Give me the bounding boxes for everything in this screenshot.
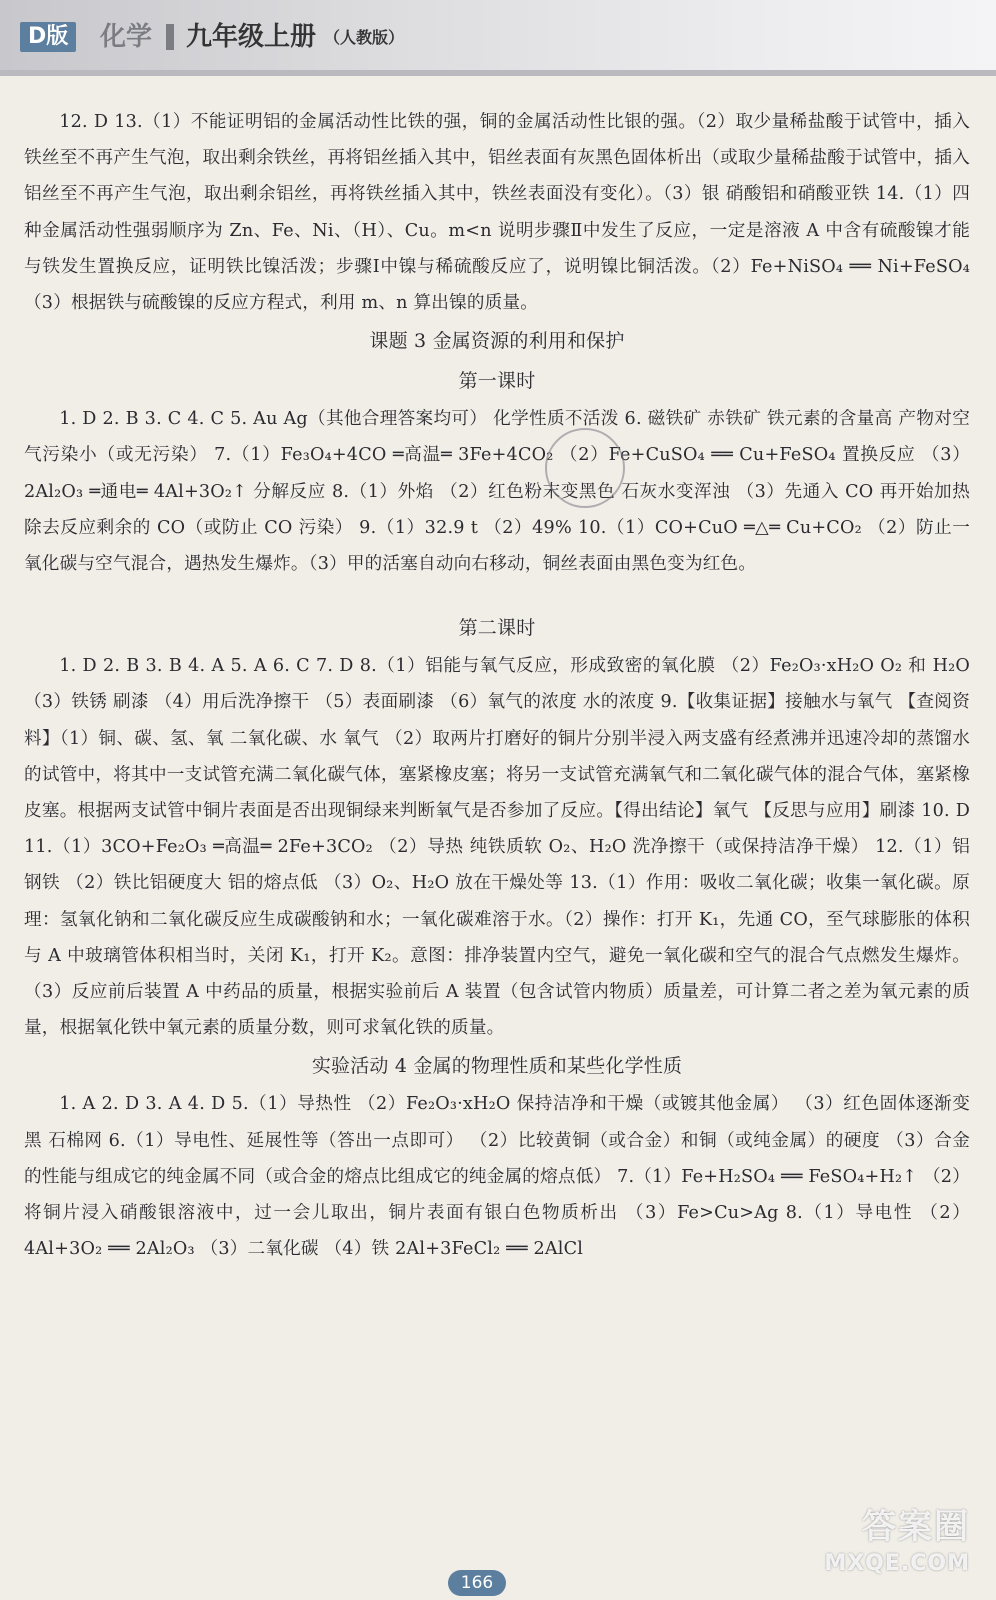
activity-title: 实验活动 4 金属的物理性质和某些化学性质 xyxy=(311,1055,683,1078)
answer-paragraph: 1. D 2. B 3. B 4. A 5. A 6. C 7. D 8.（1）铝能与氧气反应，形成致密的氧化膜 （2）Fe₂O₃·xH₂O O₂ 和 H₂O （3）铁锈 刷漆 （4）用后洗净擦干 （5）表面刷漆 （6）氧气的浓度 水的浓度 9.【收集证据】接触水与氧气 【查阅资料】（1）铜、碳、氢、氧 二氧化碳、水 氧气 （2）取两片打磨好的铜片分别半浸入两支盛有经煮沸并迅速冷却的蒸馏水的试管中，将其中一支试管充满二氧化碳气体，塞紧橡皮塞；将另一支试管充满氧气和二氧化碳气体的混合气体，塞紧橡皮塞。根据两支试管中铜片表面是否出现铜绿来判断氧气是否参加了反应。【得出结论】氧气 【反思与应用】刷漆 10. D 11.（1）3CO+Fe₂O₃ ═高温═ 2Fe+3CO₂ （2）导热 纯铁质软 O₂、H₂O 洗净擦干（或保持洁净干燥） 12.（1）铝 钢铁 （2）铁比铝硬度大 铝的熔点低 （3）O₂、H₂O 放在干燥处等 13.（1）作用：吸收二氧化碳；收集一氧化碳。原理：氢氧化钠和二氧化碳反应生成碳酸钠和水；一氧化碳难溶于水。（2）操作：打开 K₁，先通 CO，至气球膨胀的体积与 A 中玻璃管体积相当时，关闭 K₁，打开 K₂。意图：排净装置内空气，避免一氧化碳和空气的混合气点燃发生爆炸。（3）反应前后装置 A 中药品的质量，根据实验前后 A 装置（包含试管内物质）质量差，可计算二者之差为氧元素的质量，根据氧化铁中氧元素的质量分数，则可求氧化铁的质量。 xyxy=(24,656,970,1039)
period-title: 第一课时 xyxy=(458,370,536,393)
site-logo-name: 答案圈 xyxy=(862,1507,970,1547)
answer-paragraph: 12. D 13.（1）不能证明铝的金属活动性比铁的强，铜的金属活动性比银的强。（2）取少量稀盐酸于试管中，插入铁丝至不再产生气泡，取出剩余铁丝，再将铝丝插入其中，铝丝表面有灰黑色固体析出（或取少量稀盐酸于试管中，插入铝丝至不再产生气泡，取出剩余铝丝，再将铁丝插入其中，铁丝表面没有变化）。（3）银 硝酸铝和硝酸亚铁 14.（1）四种金属活动性强弱顺序为 Zn、Fe、Ni、（H）、Cu。m<n 说明步骤Ⅱ中发生了反应，一定是溶液 A 中含有硫酸镍才能与铁发生置换反应，证明铁比镍活泼；步骤Ⅰ中镍与稀硫酸反应了，说明镍比铜活泼。（2）Fe+NiSO₄ ══ Ni+FeSO₄ （3）根据铁与硫酸镍的反应方程式，利用 m、n 算出镍的质量。 xyxy=(24,112,970,314)
header-strip xyxy=(0,70,996,76)
site-logo-domain: MXQE.COM xyxy=(824,1551,970,1576)
answer-paragraph: 1. D 2. B 3. C 4. C 5. Au Ag（其他合理答案均可） 化学性质不活泼 6. 磁铁矿 赤铁矿 铁元素的含量高 产物对空气污染小（或无污染） 7.（1）Fe₃O₄+4CO ═高温═ 3Fe+4CO₂ （2）Fe+CuSO₄ ══ Cu+FeSO₄ 置换反应 （3）2Al₂O₃ ═通电═ 4Al+3O₂↑ 分解反应 8.（1）外焰 （2）红色粉末变黑色 石灰水变浑浊 （3）先通入 CO 再开始加热 除去反应剩余的 CO（或防止 CO 污染） 9.（1）32.9 t （2）49% 10.（1）CO+CuO ═△═ Cu+CO₂ （2）防止一氧化碳与空气混合，遇热发生爆炸。（3）甲的活塞自动向右移动，铜丝表面由黑色变为红色。 xyxy=(24,409,970,575)
lesson-title: 课题 3 金属资源的利用和保护 xyxy=(369,330,625,353)
edition-badge: D版 xyxy=(20,22,76,52)
page-number: 166 xyxy=(448,1570,506,1596)
period-title: 第二课时 xyxy=(458,617,536,640)
grade-label: 九年级上册 xyxy=(186,22,317,52)
subject-label: 化学 xyxy=(100,22,153,52)
publisher-label: （人教版） xyxy=(324,28,405,47)
page-header xyxy=(0,0,996,76)
site-logo xyxy=(800,1505,970,1595)
header-divider xyxy=(166,24,174,50)
stamp-seal xyxy=(545,428,625,508)
answer-content xyxy=(24,104,970,1267)
answer-paragraph: 1. A 2. D 3. A 4. D 5.（1）导热性 （2）Fe₂O₃·xH₂O 保持洁净和干燥（或镀其他金属） （3）红色固体逐渐变黑 石棉网 6.（1）导电性、延展性等（答出一点即可） （2）比较黄铜（或合金）和铜（或纯金属）的硬度 （3）合金的性能与组成它的纯金属不同（或合金的熔点比组成它的纯金属的熔点低） 7.（1）Fe+H₂SO₄ ══ FeSO₄+H₂↑ （2）将铜片浸入硝酸银溶液中，过一会儿取出，铜片表面有银白色物质析出 （3）Fe>Cu>Ag 8.（1）导电性 （2）4Al+3O₂ ══ 2Al₂O₃ （3）二氧化碳 （4）铁 2Al+3FeCl₂ ══ 2AlCl xyxy=(24,1094,970,1260)
